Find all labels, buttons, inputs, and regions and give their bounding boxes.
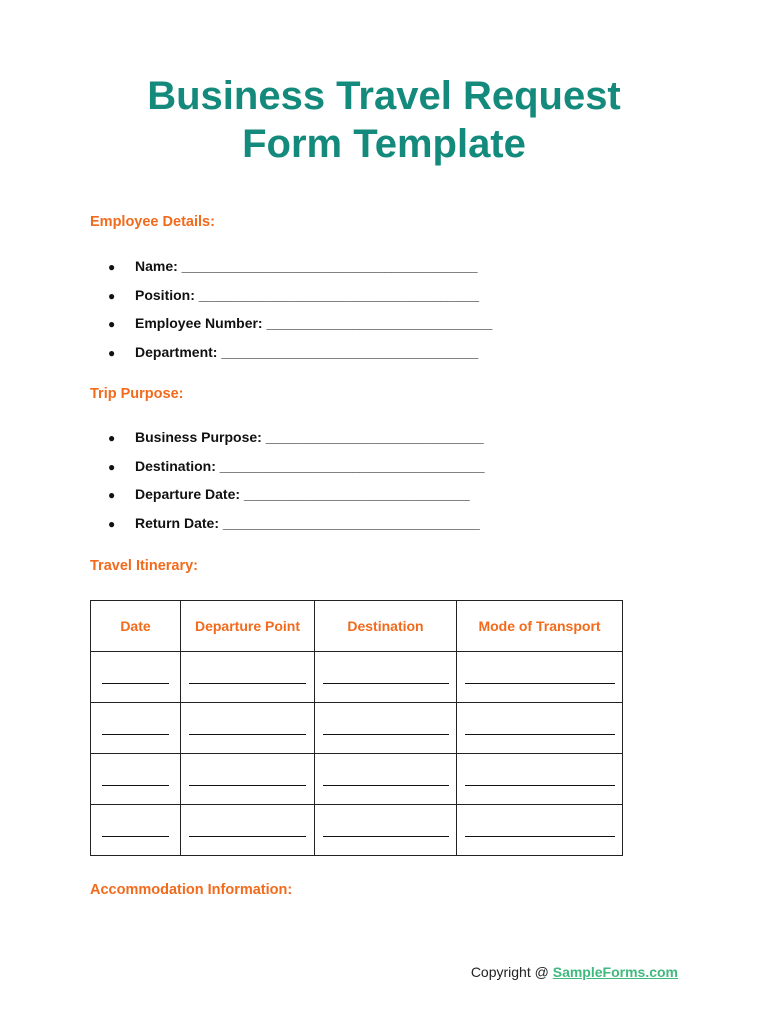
sampleforms-link[interactable]: SampleForms.com <box>552 964 678 980</box>
mode-of-transport-cell[interactable] <box>457 703 623 754</box>
mode-of-transport-cell[interactable] <box>457 805 623 856</box>
bullet-icon: ● <box>108 260 116 274</box>
itinerary-table <box>90 600 623 856</box>
bullet-icon: ● <box>108 459 116 474</box>
table-header-row <box>91 601 623 652</box>
copyright-footer <box>471 964 678 980</box>
destination-cell[interactable] <box>315 805 457 856</box>
employee-number-field[interactable]: Employee Number: _____________________________ <box>135 315 493 331</box>
date-cell[interactable] <box>91 805 181 856</box>
business-purpose-field[interactable]: Business Purpose: ____________________________ <box>135 429 484 445</box>
date-cell[interactable] <box>91 652 181 703</box>
title-line-2: Form Template <box>242 122 526 166</box>
date-cell[interactable] <box>91 754 181 805</box>
departure-date-field[interactable]: Departure Date: _____________________________ <box>135 486 470 502</box>
bullet-icon: ● <box>108 288 116 303</box>
table-row <box>91 703 623 754</box>
employee-department-field[interactable]: Department: _________________________________ <box>135 343 479 360</box>
copyright-text: Copyright @ <box>470 964 553 980</box>
title-line-1: Business Travel Request <box>147 74 621 118</box>
bullet-icon: ● <box>108 516 116 531</box>
table-row <box>91 754 623 805</box>
column-header-date: Date <box>91 601 181 652</box>
departure-point-cell[interactable] <box>181 703 315 754</box>
blank-line <box>323 683 449 684</box>
column-header-destination: Destination <box>315 601 457 652</box>
list-item <box>108 281 492 310</box>
destination-cell[interactable] <box>315 754 457 805</box>
blank-line <box>189 785 306 786</box>
page-title <box>0 72 768 168</box>
list-item <box>108 338 492 367</box>
accommodation-heading: Accommodation Information: <box>90 882 293 898</box>
employee-position-field[interactable]: Position: ____________________________________ <box>135 286 480 303</box>
blank-line <box>323 734 449 735</box>
blank-line <box>465 785 615 786</box>
list-item <box>108 452 485 481</box>
return-date-field[interactable]: Return Date: _________________________________ <box>135 514 480 531</box>
employee-name-field[interactable]: Name: ______________________________________ <box>135 258 478 274</box>
blank-line <box>323 836 449 837</box>
travel-itinerary-heading: Travel Itinerary: <box>90 558 198 574</box>
list-item <box>108 423 485 452</box>
list-item <box>108 509 485 538</box>
destination-field[interactable]: Destination: __________________________________ <box>135 457 485 474</box>
departure-point-cell[interactable] <box>181 754 315 805</box>
trip-purpose-heading: Trip Purpose: <box>90 386 184 402</box>
blank-line <box>102 836 169 837</box>
blank-line <box>465 734 615 735</box>
blank-line <box>189 734 306 735</box>
blank-line <box>102 683 169 684</box>
list-item <box>108 252 492 281</box>
blank-line <box>102 734 169 735</box>
departure-point-cell[interactable] <box>181 805 315 856</box>
trip-purpose-list <box>108 423 485 537</box>
column-header-departure-point: Departure Point <box>181 601 315 652</box>
departure-point-cell[interactable] <box>181 652 315 703</box>
list-item <box>108 309 492 338</box>
blank-line <box>102 785 169 786</box>
bullet-icon: ● <box>108 345 116 360</box>
destination-cell[interactable] <box>315 652 457 703</box>
column-header-mode-of-transport: Mode of Transport <box>457 601 623 652</box>
blank-line <box>189 683 306 684</box>
blank-line <box>323 785 449 786</box>
destination-cell[interactable] <box>315 703 457 754</box>
date-cell[interactable] <box>91 703 181 754</box>
employee-details-heading: Employee Details: <box>90 214 215 230</box>
mode-of-transport-cell[interactable] <box>457 754 623 805</box>
blank-line <box>189 836 306 837</box>
table-row <box>91 652 623 703</box>
employee-details-list <box>108 252 492 366</box>
list-item <box>108 480 485 509</box>
bullet-icon: ● <box>108 488 116 502</box>
blank-line <box>465 836 615 837</box>
table-row <box>91 805 623 856</box>
bullet-icon: ● <box>108 431 116 445</box>
mode-of-transport-cell[interactable] <box>457 652 623 703</box>
blank-line <box>465 683 615 684</box>
bullet-icon: ● <box>108 317 116 331</box>
